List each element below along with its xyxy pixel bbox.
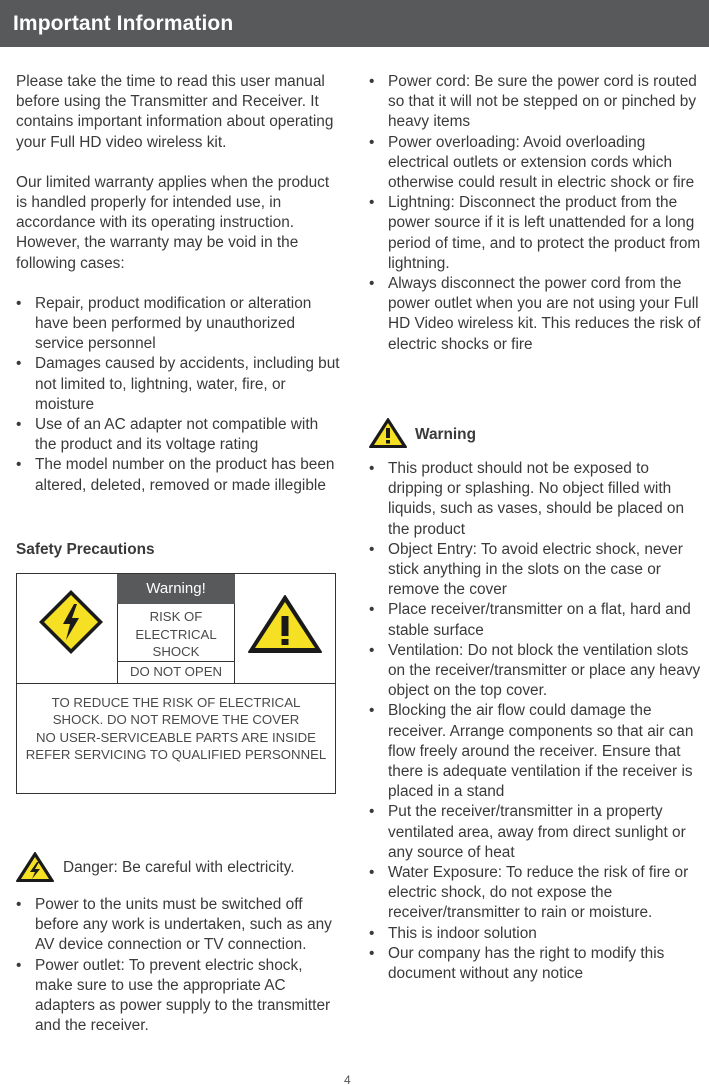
list-item: • Water Exposure: To reduce the risk of fire or electric shock, do not expose the receiver/transmitter to rain or moisture. xyxy=(369,863,701,924)
list-item: • Put the receiver/transmitter in a property ventilated area, away from direct sunlight or any source of heat xyxy=(369,802,701,863)
page-title: Important Information xyxy=(13,12,234,35)
safety-label-top xyxy=(17,574,335,684)
list-item: • Power outlet: To prevent electric shock, make sure to use the appropriate AC adapters as power supply to the transmitter and the receiver. xyxy=(16,956,342,1037)
warning-icon xyxy=(369,418,407,453)
warning-section xyxy=(369,459,701,984)
danger-text: Danger: Be careful with electricity. xyxy=(63,859,295,876)
safety-label xyxy=(16,573,336,794)
safety-line: REFER SERVICING TO QUALIFIED PERSONNEL xyxy=(25,746,327,762)
intro-section xyxy=(16,72,342,496)
list-item: • Blocking the air flow could damage the receiver. Arrange components so that air can flow freely around the receiver. Ensure that there is adequate ventilation if the receiver is placed in a stand xyxy=(369,701,701,802)
list-item: • Power cord: Be sure the power cord is routed so that it will not be stepped on or pinched by heavy items xyxy=(369,72,701,133)
power-list xyxy=(369,72,701,355)
warning-list xyxy=(369,459,701,984)
safety-line: TO REDUCE THE RISK OF ELECTRICAL xyxy=(51,695,301,710)
caution-exclamation-icon xyxy=(247,594,323,659)
safety-line: SHOCK. DO NOT REMOVE THE COVER xyxy=(52,712,300,728)
danger-icon xyxy=(16,852,54,887)
list-item: • Lightning: Disconnect the product from the power source if it is left unattended for a long period of time, and to protect the product from lightning. xyxy=(369,193,701,274)
warning-label: Warning! xyxy=(117,574,235,604)
list-item: • Power overloading: Avoid overloading electrical outlets or extension cords which otherwise could result in electric shock or fire xyxy=(369,133,701,194)
intro-paragraph: Please take the time to read this user manual before using the Transmitter and Receiver. It contains important information about operating your Full HD video wireless kit. xyxy=(16,73,334,151)
warning-heading: Warning xyxy=(415,426,476,443)
list-item: • The model number on the product has been altered, deleted, removed or made illegible xyxy=(16,455,342,495)
danger-section xyxy=(16,895,342,1036)
danger-list xyxy=(16,895,342,1036)
safety-heading: Safety Precautions xyxy=(16,541,155,558)
list-item: • Use of an AC adapter not compatible with the product and its voltage rating xyxy=(16,415,342,455)
list-item: • Ventilation: Do not block the ventilation slots on the receiver/transmitter or place any heavy object on the top cover. xyxy=(369,641,701,702)
safety-line: NO USER-SERVICEABLE PARTS ARE INSIDE xyxy=(36,729,316,745)
list-item: • Power to the units must be switched off before any work is undertaken, such as any AV device connection or TV connection. xyxy=(16,895,342,956)
list-item: • Place receiver/transmitter on a flat, hard and stable surface xyxy=(369,600,701,640)
list-item: • This product should not be exposed to dripping or splashing. No object filled with liquids, such as vases, should be placed on the product xyxy=(369,459,701,540)
warranty-paragraph: Our limited warranty applies when the product is handled properly for intended use, in accordance with its operating instruction. However, the warranty may be void in the following cases: xyxy=(16,173,330,272)
warning-notice xyxy=(369,418,699,448)
list-item: • Always disconnect the power cord from the power outlet when you are not using your Full HD Video wireless kit. This reduces the risk of electric shocks or fire xyxy=(369,274,701,355)
divider xyxy=(118,661,234,662)
page-number: 4 xyxy=(344,1073,351,1085)
list-item: • Object Entry: To avoid electric shock, never stick anything in the slots on the case or remove the cover xyxy=(369,540,701,601)
list-item: • Damages caused by accidents, including but not limited to, lightning, water, fire, or moisture xyxy=(16,354,342,415)
power-section xyxy=(369,72,701,355)
danger-notice xyxy=(16,852,342,882)
warranty-cases-list xyxy=(16,294,342,496)
do-not-open-text: DO NOT OPEN xyxy=(129,664,223,679)
warning-label-body xyxy=(117,604,235,684)
header-bar xyxy=(0,0,709,47)
safety-instructions xyxy=(17,694,335,763)
electric-hazard-icon xyxy=(39,590,103,659)
list-item: • Our company has the right to modify this document without any notice xyxy=(369,944,701,984)
list-item: • Repair, product modification or alteration have been performed by unauthorized service personnel xyxy=(16,294,342,355)
list-item: • This is indoor solution xyxy=(369,924,701,944)
risk-text: RISK OF ELECTRICAL SHOCK xyxy=(135,609,217,659)
